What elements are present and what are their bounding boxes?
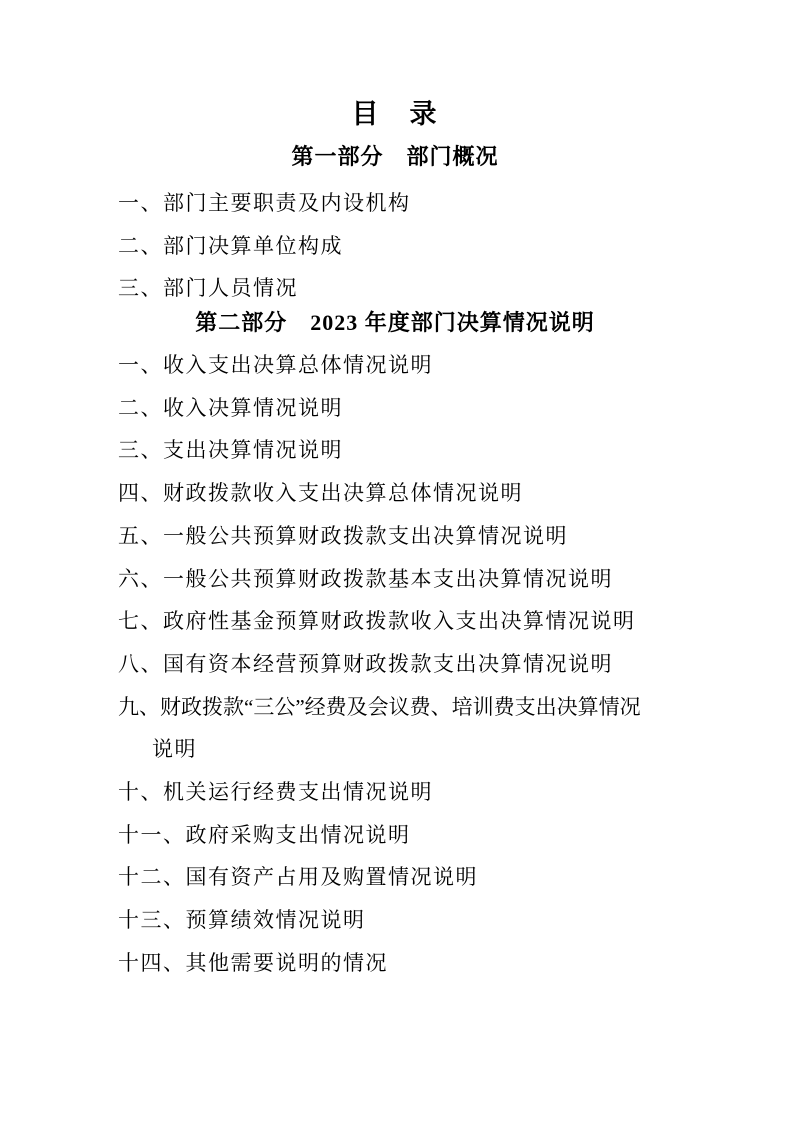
toc-entry-p2-5: 五、一般公共预算财政拨款支出决算情况说明: [118, 523, 568, 548]
toc-entry-p1-2: 二、部门决算单位构成: [118, 233, 343, 258]
toc-title: 目 录: [351, 99, 439, 130]
toc-entry-p2-1: 一、收入支出决算总体情况说明: [118, 353, 433, 378]
toc-entry-p2-13: 十三、预算绩效情况说明: [118, 908, 366, 932]
toc-entry-p2-11: 十一、政府采购支出情况说明: [118, 822, 411, 847]
toc-entry-p2-7: 七、政府性基金预算财政拨款收入支出决算情况说明: [118, 609, 636, 634]
toc-entry-p1-3: 三、部门人员情况: [118, 276, 298, 301]
part1-toc-list: [118, 182, 672, 310]
toc-entry-p2-12: 十二、国有资产占用及购置情况说明: [118, 865, 478, 890]
toc-entry-p2-10: 十、机关运行经费支出情况说明: [118, 779, 433, 804]
toc-entry-p2-8: 八、国有资本经营预算财政拨款支出决算情况说明: [118, 651, 613, 676]
toc-entry-p2-9-line2: 说明: [152, 737, 197, 762]
toc-entry-p2-6: 六、一般公共预算财政拨款基本支出决算情况说明: [118, 566, 613, 591]
toc-entry-p2-4: 四、财政拨款收入支出决算总体情况说明: [118, 481, 523, 506]
part1-heading: 第一部分 部门概况: [291, 144, 499, 169]
toc-entry-p1-1: 一、部门主要职责及内设机构: [118, 191, 411, 215]
toc-entry-p2-9-line1: 九、财政拨款“三公”经费及会议费、培训费支出决算情况: [118, 694, 641, 719]
toc-entry-p2-3: 三、支出决算情况说明: [118, 438, 343, 463]
toc-entry-p2-14: 十四、其他需要说明的情况: [118, 950, 388, 975]
part2-heading: 第二部分 2023 年度部门决算情况说明: [195, 310, 595, 336]
part2-toc-list: [118, 344, 672, 984]
toc-entry-p2-2: 二、收入决算情况说明: [118, 395, 343, 420]
